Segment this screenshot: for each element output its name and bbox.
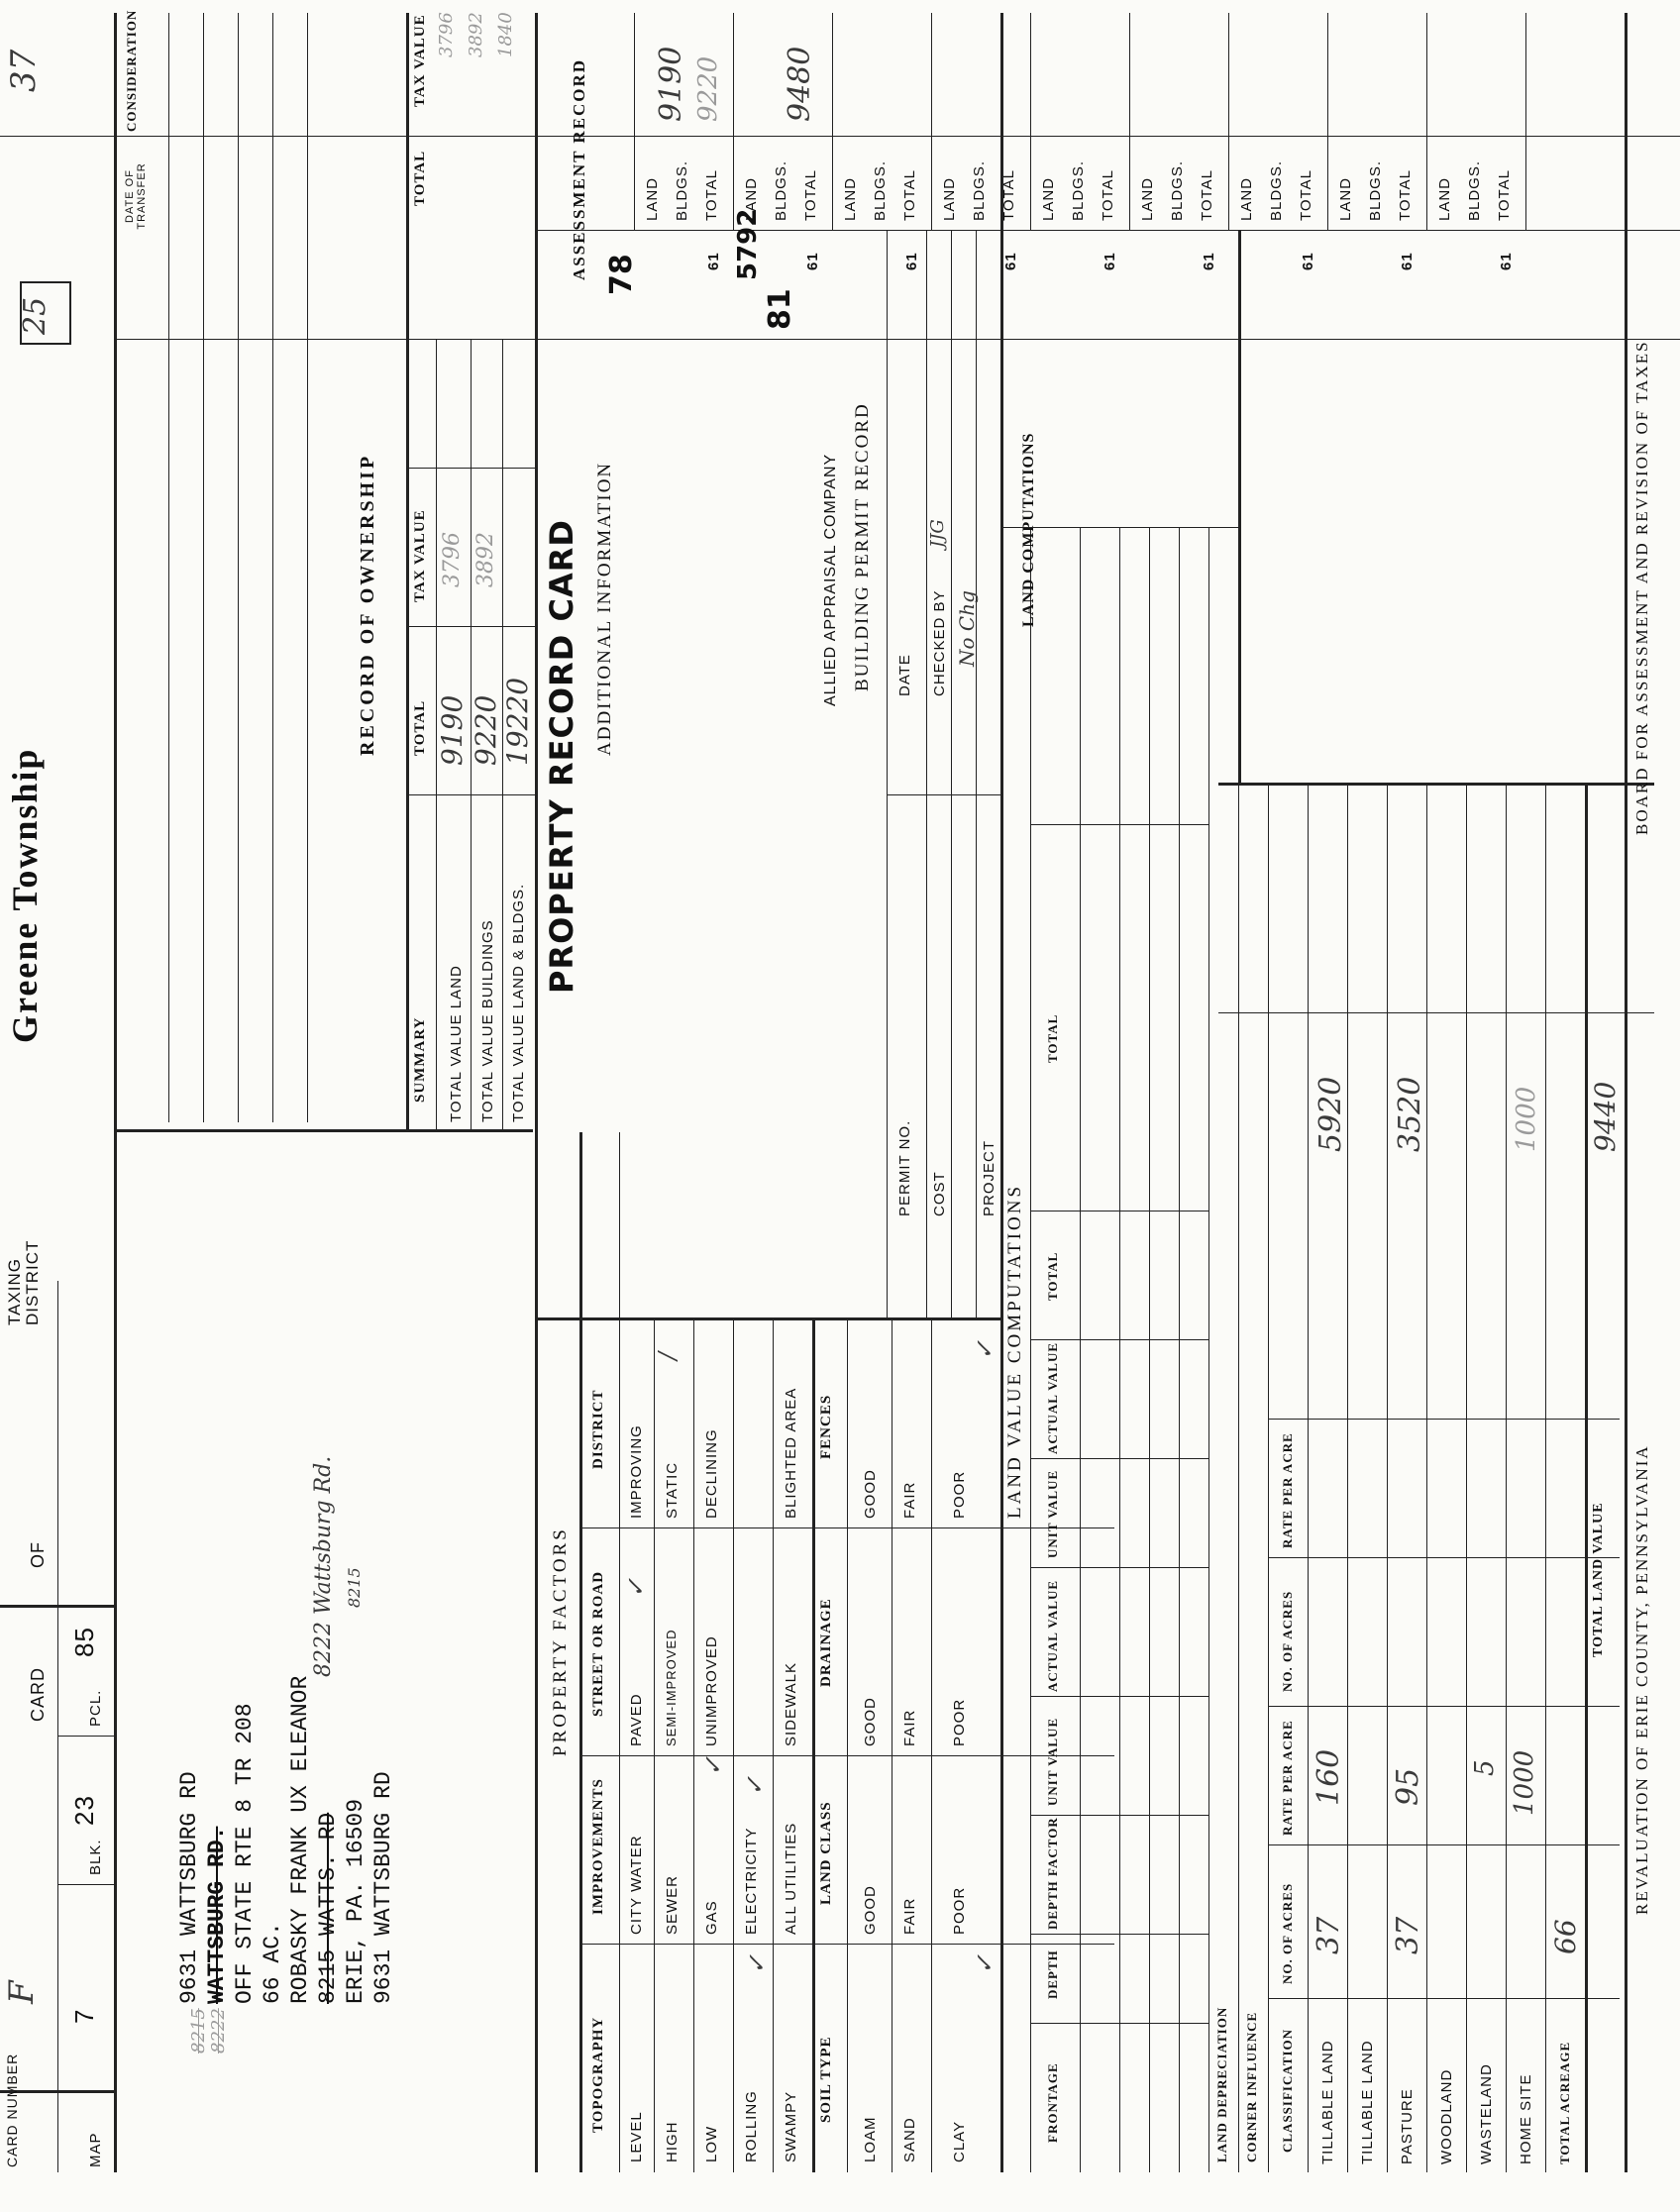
class-total: 3520 (1393, 1076, 1427, 1152)
class-total: 5920 (1313, 1076, 1348, 1152)
class-name: WASTELAND (1478, 2063, 1495, 2164)
assessment-tax-value: 3796 (436, 12, 457, 57)
factor-header: IMPROVEMENTS (590, 1778, 606, 1915)
assessment-bldgs-label: BLDGS. (1070, 159, 1087, 221)
footer-left: REVALUATION OF ERIE COUNTY, PENNSYLVANIA (1632, 1444, 1651, 1915)
permit-note: No Chg (955, 590, 979, 667)
assessment-land-label: LAND (1139, 176, 1156, 221)
class-name: WOODLAND (1438, 2068, 1455, 2164)
assessment-stamp-c: 5792 (733, 208, 763, 280)
summary-row-tax: 3796 (440, 532, 465, 587)
map-label: MAP (87, 2132, 104, 2167)
summary-row-tax: 3892 (473, 532, 498, 587)
assessment-stamp-a: 78 (604, 254, 639, 295)
corner-influence-label: CORNER INFLUENCE (1244, 2011, 1259, 2162)
footer-right: BOARD FOR ASSESSMENT AND REVISION OF TAXES (1632, 340, 1651, 835)
topography-item: HIGH (664, 2121, 681, 2162)
total-land-value-label: TOTAL LAND VALUE (1591, 1502, 1606, 1657)
fences-item: POOR (951, 1470, 968, 1519)
district-item: IMPROVING (628, 1424, 645, 1519)
class-name: HOME SITE (1518, 2073, 1534, 2164)
assessment-land-label: LAND (1337, 176, 1354, 221)
date-label: DATE (896, 654, 913, 696)
soil-item: LOAM (862, 2116, 879, 2162)
assessment-value: 9190 (654, 46, 688, 122)
assessment-land-label: LAND (743, 176, 760, 221)
assessment-year: 61 (1002, 252, 1019, 270)
assessment-bldgs-label: BLDGS. (674, 159, 690, 221)
assessment-total-header: TOTAL (412, 150, 428, 206)
land-value-header: FRONTAGE (1045, 2062, 1060, 2143)
assessment-bldgs-label: BLDGS. (1466, 159, 1483, 221)
assessment-bldgs-label: BLDGS. (1169, 159, 1186, 221)
assessment-land-label: LAND (1238, 176, 1255, 221)
class-header: RATE PER ACRE (1280, 1720, 1295, 1836)
blk-value: 23 (69, 1795, 99, 1826)
class-acres: 37 (1391, 1916, 1425, 1954)
assessment-value: 9220 (693, 55, 723, 122)
summary-total-header: TOTAL (412, 699, 428, 756)
district-item: STATIC (664, 1461, 681, 1519)
drainage-item: GOOD (862, 1697, 879, 1746)
improvement-item: ALL UTILITIES (783, 1822, 799, 1935)
street-item: PAVED (628, 1693, 645, 1746)
assessment-year: 61 (705, 252, 722, 270)
factor-header: TOPOGRAPHY (590, 2016, 606, 2133)
district-item: BLIGHTED AREA (783, 1387, 799, 1519)
class-total: 1000 (1512, 1086, 1541, 1152)
land-value-header: TOTAL (1045, 1251, 1060, 1301)
checked-by-label: CHECKED BY (931, 589, 948, 696)
land-value-header: TOTAL (1045, 1013, 1060, 1063)
struck-number-1: 8215 (188, 2008, 209, 2054)
soil-header: DRAINAGE (818, 1598, 834, 1687)
project-label: PROJECT (981, 1139, 998, 1216)
topography-item: ROLLING (743, 2090, 760, 2162)
map-value: 7 (69, 2008, 99, 2024)
land-class-item: FAIR (901, 1897, 918, 1935)
assessment-bldgs-label: BLDGS. (872, 159, 889, 221)
land-value-header: DEPTH FACTOR (1045, 1817, 1060, 1930)
assessment-year: 61 (1300, 252, 1316, 270)
card-number-label: CARD NUMBER (4, 2053, 20, 2167)
fences-item: FAIR (901, 1481, 918, 1519)
improvement-item: CITY WATER (628, 1835, 645, 1935)
assessment-total-label: TOTAL (802, 169, 819, 221)
class-name: TILLABLE LAND (1359, 2040, 1376, 2164)
check-mark-icon: ✓ (971, 1339, 998, 1360)
assessment-bldgs-label: BLDGS. (1268, 159, 1285, 221)
check-mark-icon: ✓ (743, 1953, 771, 1974)
summary-row-total: 19220 (501, 677, 534, 766)
address-line-1: 9631 WATTSBURG RD (176, 1771, 202, 2004)
land-value-header: DEPTH (1045, 1949, 1060, 1999)
assessment-year: 61 (1201, 252, 1217, 270)
assessment-total-label: TOTAL (1000, 169, 1017, 221)
township-name: Greene Township (5, 747, 45, 1043)
assessment-year: 61 (1102, 252, 1118, 270)
struck-number-2: 8222 (208, 2008, 229, 2054)
assessment-bldgs-label: BLDGS. (1367, 159, 1384, 221)
summary-tax-value-header: TAX VALUE (412, 509, 428, 602)
building-permit-title: BUILDING PERMIT RECORD (852, 402, 873, 691)
class-name: TILLABLE LAND (1319, 2040, 1336, 2164)
assessment-stamp-b: 81 (763, 288, 797, 330)
assessment-total-label: TOTAL (1397, 169, 1414, 221)
class-name: TOTAL ACREAGE (1557, 2041, 1572, 2164)
land-value-header: UNIT VALUE (1045, 1717, 1060, 1806)
summary-row-total: 9190 (436, 694, 469, 766)
land-value-header: UNIT VALUE (1045, 1469, 1060, 1558)
assessment-value: 9480 (783, 46, 817, 122)
page-number: 25 (18, 296, 52, 335)
check-mark-icon: ✓ (971, 1953, 998, 1974)
soil-header: FENCES (818, 1394, 834, 1459)
street-item: SEMI-IMPROVED (664, 1629, 679, 1746)
check-mark-icon: ✓ (741, 1775, 769, 1796)
assessment-total-label: TOTAL (1199, 169, 1215, 221)
soil-header: SOIL TYPE (818, 2036, 834, 2123)
address-line-6: 8215 WATTS. RD (315, 1812, 341, 2004)
assessment-land-label: LAND (842, 176, 859, 221)
record-of-ownership-title: RECORD OF OWNERSHIP (357, 453, 378, 756)
drainage-item: POOR (951, 1698, 968, 1746)
pcl-value: 85 (69, 1627, 99, 1657)
assessment-total-label: TOTAL (1298, 169, 1314, 221)
corner-number: 37 (4, 49, 44, 92)
class-rate: 5 (1470, 1759, 1500, 1776)
topography-item: SWAMPY (783, 2090, 799, 2162)
property-factors-title: PROPERTY FACTORS (550, 1527, 571, 1756)
card-title: PROPERTY RECORD CARD (543, 519, 580, 994)
summary-row-label: TOTAL VALUE LAND (448, 965, 465, 1122)
handwritten-address: 8222 Wattsburg Rd. (311, 1455, 336, 1677)
assessment-land-label: LAND (941, 176, 958, 221)
handwritten-number: 8215 (345, 1567, 364, 1608)
summary-title: SUMMARY (412, 1016, 428, 1103)
assessment-year: 61 (1399, 252, 1416, 270)
district-item: DECLINING (703, 1428, 720, 1519)
factor-header: DISTRICT (590, 1389, 606, 1469)
land-value-header: ACTUAL VALUE (1045, 1579, 1060, 1692)
summary-row-label: TOTAL VALUE BUILDINGS (479, 919, 496, 1122)
assessment-land-label: LAND (1040, 176, 1057, 221)
consideration-label: CONSIDERATION (124, 9, 139, 132)
taxing-district-label: TAXING DISTRICT (5, 1239, 42, 1325)
class-acres: 37 (1312, 1916, 1346, 1954)
class-header: NO. OF ACRES (1280, 1590, 1295, 1692)
address-line-2: WATTSBURG RD. (204, 1826, 230, 2004)
summary-row-total: 9220 (470, 694, 502, 766)
total-land-value: 9440 (1589, 1081, 1622, 1152)
assessment-tax-value: 3892 (466, 12, 486, 57)
drainage-item: FAIR (901, 1709, 918, 1746)
soil-item: SAND (901, 2117, 918, 2162)
assessment-bldgs-label: BLDGS. (773, 159, 789, 221)
soil-header: LAND CLASS (818, 1801, 834, 1905)
street-item: UNIMPROVED (703, 1635, 720, 1746)
class-header: RATE PER ACRE (1280, 1432, 1295, 1548)
owner-name: ROBASKY FRANK UX ELEANOR (287, 1675, 313, 2004)
class-rate: 95 (1391, 1767, 1425, 1806)
assessment-bldgs-label: BLDGS. (971, 159, 988, 221)
assessment-total-label: TOTAL (1496, 169, 1513, 221)
class-header: CLASSIFICATION (1280, 2028, 1295, 2153)
soil-item: CLAY (951, 2120, 968, 2162)
land-class-item: GOOD (862, 1885, 879, 1935)
blk-label: BLK. (87, 1839, 104, 1875)
appraisal-company: ALLIED APPRAISAL COMPANY (822, 453, 839, 706)
assessment-tax-value-header: TAX VALUE (412, 14, 428, 107)
address-line-7: ERIE, PA. 16509 (343, 1798, 368, 2004)
of-label: OF (28, 1541, 48, 1568)
land-value-title: LAND VALUE COMPUTATIONS (1004, 1183, 1025, 1519)
class-rate: 1000 (1510, 1749, 1539, 1816)
class-name: PASTURE (1399, 2088, 1416, 2164)
cost-label: COST (931, 1171, 948, 1216)
assessment-year: 61 (903, 252, 920, 270)
checked-by-value: JJG (927, 519, 948, 548)
factor-header: STREET OR ROAD (590, 1570, 606, 1717)
check-mark-icon: ✓ (699, 1755, 727, 1776)
assessment-title: ASSESSMENT RECORD (570, 57, 588, 280)
assessment-tax-value: 1840 (495, 12, 516, 57)
address-line-4: 66 AC. (260, 1922, 285, 2004)
improvement-item: GAS (703, 1900, 720, 1935)
land-computations-label: LAND COMPUTATIONS (1020, 432, 1037, 627)
assessment-total-label: TOTAL (1100, 169, 1116, 221)
land-value-header: ACTUAL VALUE (1045, 1341, 1060, 1454)
land-class-item: POOR (951, 1886, 968, 1935)
assessment-total-label: TOTAL (901, 169, 918, 221)
check-mark-icon: / (654, 1351, 682, 1360)
class-rate: 160 (1312, 1748, 1346, 1806)
assessment-total-label: TOTAL (703, 169, 720, 221)
class-header: NO. OF ACRES (1280, 1882, 1295, 1984)
class-acres: 66 (1549, 1919, 1582, 1954)
assessment-land-label: LAND (644, 176, 661, 221)
assessment-land-label: LAND (1436, 176, 1453, 221)
street-item: SIDEWALK (783, 1662, 799, 1746)
check-mark-icon: ✓ (622, 1577, 650, 1598)
improvement-item: ELECTRICITY (743, 1827, 760, 1935)
permit-no-label: PERMIT NO. (896, 1119, 913, 1216)
additional-information-label: ADDITIONAL INFORMATION (594, 461, 615, 756)
card-label: CARD (28, 1666, 48, 1722)
topography-item: LOW (703, 2125, 720, 2162)
fences-item: GOOD (862, 1469, 879, 1519)
address-line-3: OFF STATE RTE 8 TR 208 (232, 1703, 258, 2004)
topography-item: LEVEL (628, 2111, 645, 2162)
summary-row-label: TOTAL VALUE LAND & BLDGS. (510, 883, 527, 1122)
date-of-transfer-label: DATE OF TRANSFER (124, 162, 148, 230)
pcl-label: PCL. (87, 1689, 104, 1727)
assessment-year: 61 (804, 252, 821, 270)
address-line-8: 9631 WATTSBURG RD (370, 1771, 396, 2004)
card-number-value: F (2, 1980, 42, 2004)
land-depreciation-label: LAND DEPRECIATION (1214, 2006, 1229, 2162)
improvement-item: SEWER (664, 1874, 681, 1935)
assessment-year: 61 (1498, 252, 1515, 270)
